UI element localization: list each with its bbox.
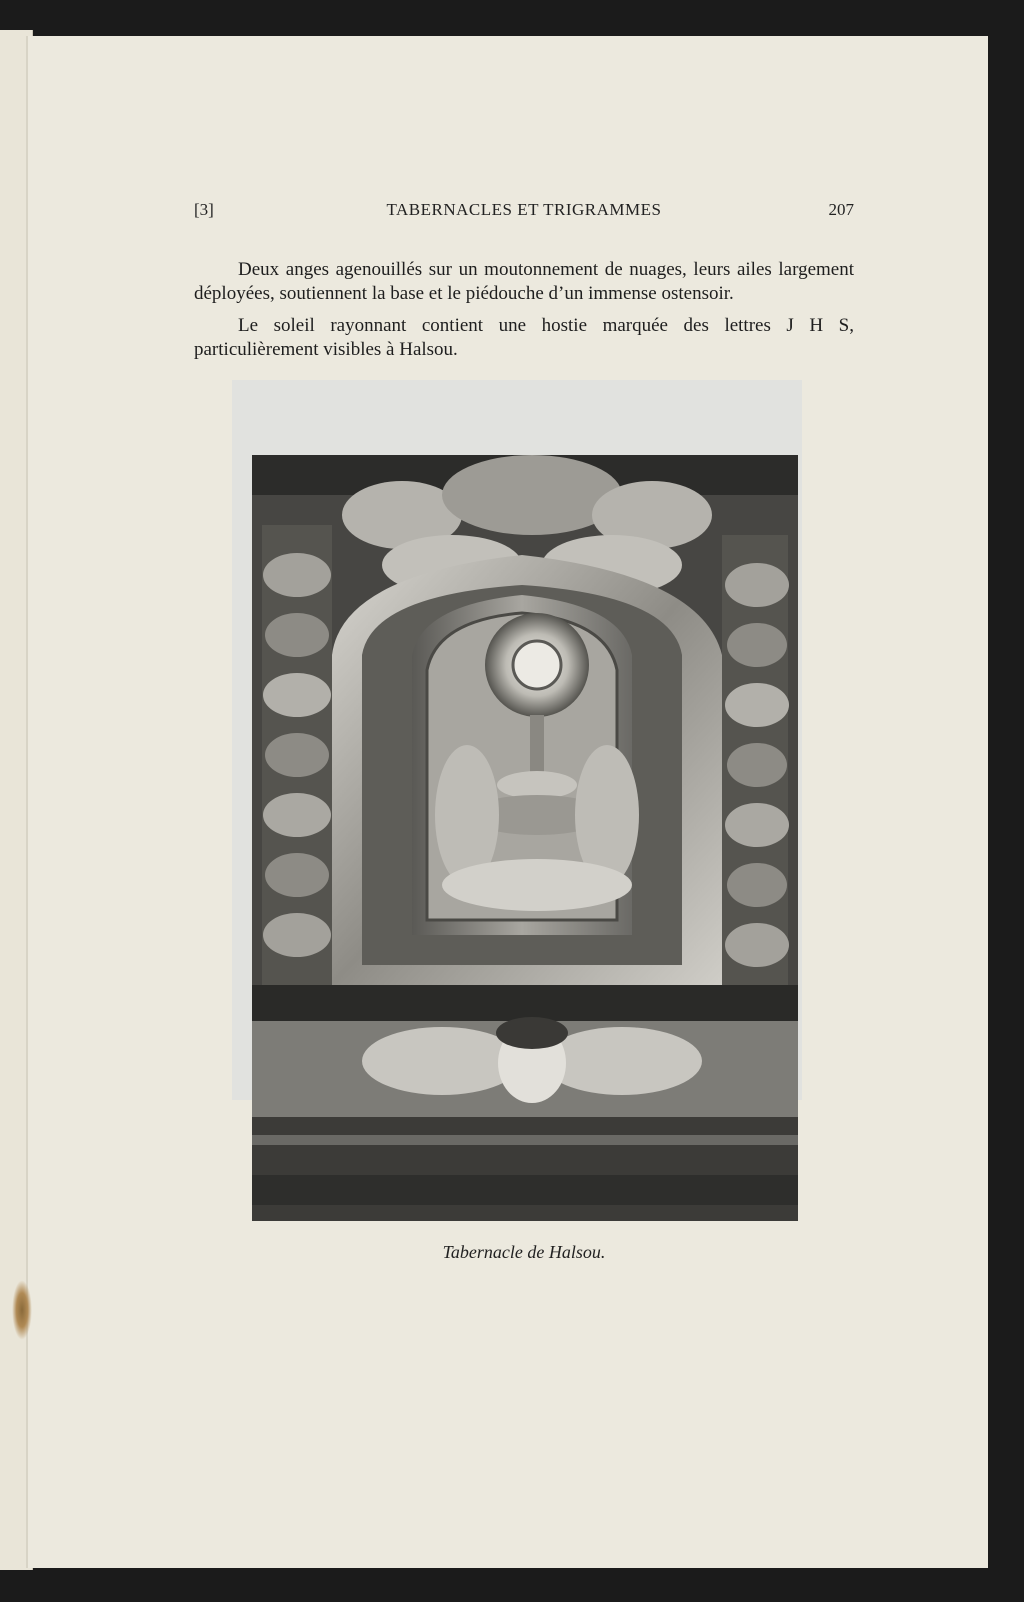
left-twisted-column <box>262 525 332 985</box>
right-twisted-column <box>722 535 789 985</box>
tabernacle-photograph <box>252 455 798 1221</box>
winged-cherub <box>362 1017 702 1103</box>
running-header <box>194 200 854 224</box>
altar-ledge <box>252 985 798 1021</box>
figure-caption: Tabernacle de Halsou. <box>442 1242 606 1262</box>
paragraph-2: Le soleil rayonnant contient une hostie marquée des lettres J H S, particulièrement visibles à Halsou. <box>194 315 854 360</box>
binding-thread <box>12 1280 32 1340</box>
lower-molding <box>252 1117 798 1221</box>
page-number: 207 <box>828 200 854 219</box>
paragraph-1: Deux anges agenouillés sur un moutonnement de nuages, leurs ailes largement déployées, soutiennent la base et le piédouche d’un immense ostensoir. <box>194 259 854 304</box>
running-title: TABERNACLES ET TRIGRAMMES <box>386 200 662 219</box>
tabernacle-illustration <box>252 455 798 1221</box>
body-text <box>194 258 854 370</box>
section-marker: [3] <box>194 200 214 219</box>
